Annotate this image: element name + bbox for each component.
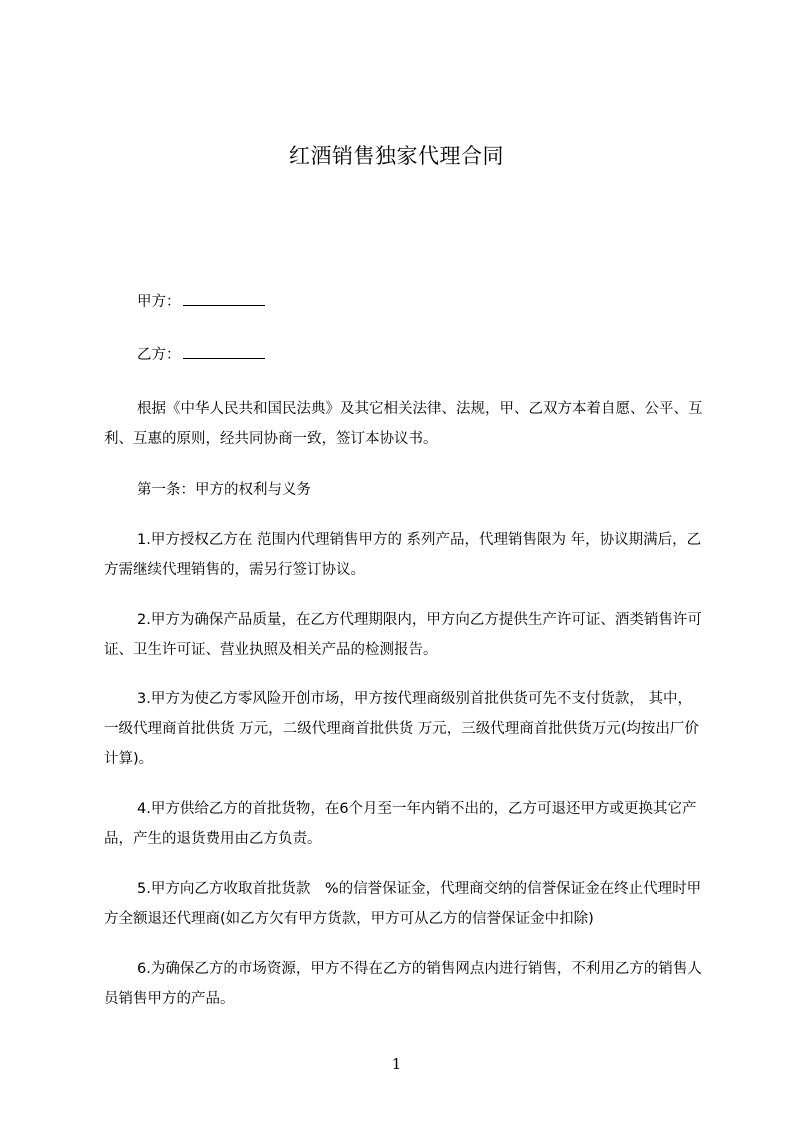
party-b-line <box>137 340 265 370</box>
party-a-label: 甲方： <box>137 294 181 310</box>
party-a-line <box>137 287 265 317</box>
clause-4: 4.甲方供给乙方的首批货物，在6个月至一年内销不出的，乙方可退还甲方或更换其它产品，产生的退货费用由乙方负责。 <box>104 801 697 847</box>
article-1-heading: 第一条：甲方的权利与义务 <box>137 482 311 498</box>
party-b-label: 乙方： <box>137 347 181 363</box>
clause-5: 5.甲方向乙方收取首批货款 %的信誉保证金，代理商交纳的信誉保证金在终止代理时甲方全额退还代理商(如乙方欠有甲方货款，甲方可从乙方的信誉保证金中扣除) <box>104 881 702 927</box>
clause-3 <box>104 684 704 774</box>
clause-3-continuation: 其中，一级代理商首批供货 万元，二级代理商首批供货 万元，三级代理商首批供货万元(均按出厂价计算)。 <box>104 691 699 767</box>
party-b-blank <box>183 340 265 359</box>
clause-2: 2.甲方为确保产品质量，在乙方代理期限内，甲方向乙方提供生产许可证、酒类销售许可证、卫生许可证、营业执照及相关产品的检测报告。 <box>104 612 702 658</box>
page-number: 1 <box>391 1055 402 1073</box>
preamble-paragraph: 根据《中华人民共和国民法典》及其它相关法律、法规，甲、乙双方本着自愿、公平、互利、互惠的原则，经共同协商一致，签订本协议书。 <box>104 401 703 447</box>
party-a-blank <box>183 287 265 306</box>
clause-6: 6.为确保乙方的市场资源，甲方不得在乙方的销售网点内进行销售，不利用乙方的销售人员销售甲方的产品。 <box>104 961 702 1007</box>
clause-1: 1.甲方授权乙方在 范围内代理销售甲方的 系列产品，代理销售限为 年，协议期满后，乙方需继续代理销售的，需另行签订协议。 <box>104 532 702 578</box>
contract-title: 红酒销售独家代理合同 <box>289 144 504 168</box>
clause-3-text: 3.甲方为使乙方零风险开创市场，甲方按代理商级别首批供货可先不支付货款， <box>137 691 644 707</box>
